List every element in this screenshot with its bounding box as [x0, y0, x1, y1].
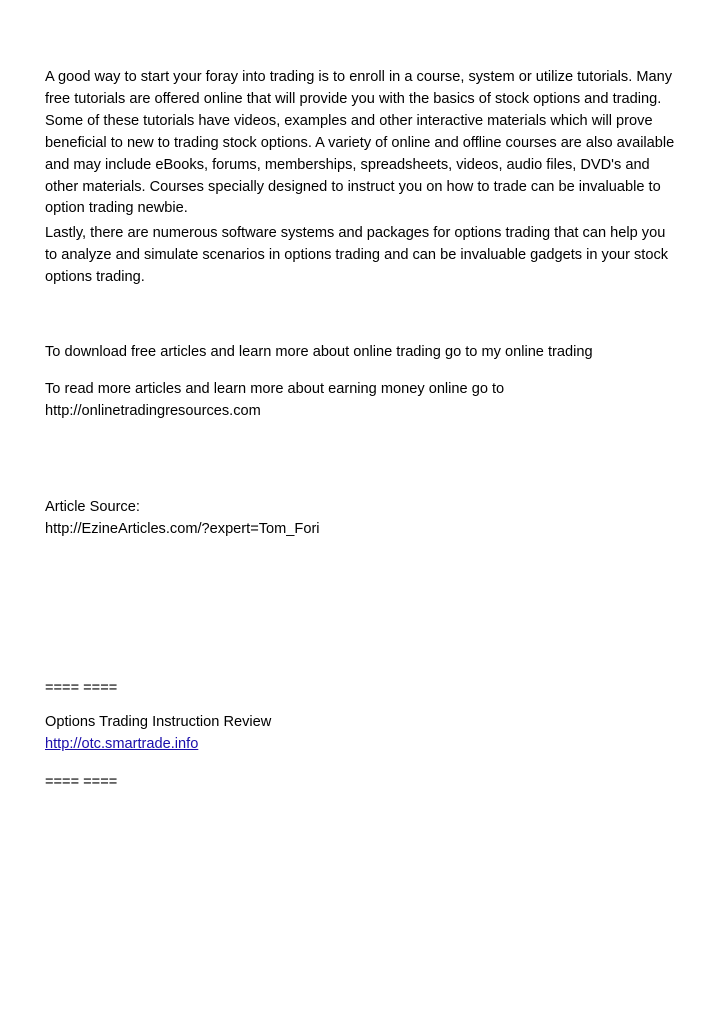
read-more-paragraph: [45, 379, 695, 423]
text-line: Some of these tutorials have videos, examples and other interactive materials which will prove: [45, 112, 653, 129]
text-line: and may include eBooks, forums, memberships, spreadsheets, videos, audio files, DVD's and: [45, 156, 650, 173]
text-line: A good way to start your foray into trading is to enroll in a course, system or utilize tutorials. Many: [45, 69, 673, 85]
article-source-label: Article Source:: [45, 499, 140, 515]
review-title: Options Trading Instruction Review: [45, 714, 272, 730]
text-line: to analyze and simulate scenarios in options trading and can be invaluable gadgets in your stock: [45, 246, 669, 263]
text-line: options trading.: [45, 268, 145, 285]
text-line: other materials. Courses specially designed to instruct you on how to trade can be invaluable to: [45, 178, 661, 195]
separator-text: ==== ====: [45, 680, 118, 696]
separator-top: [45, 678, 695, 700]
download-text: To download free articles and learn more about online trading go to my online trading: [45, 344, 593, 360]
text-line: Lastly, there are numerous software systems and packages for options trading that can help you: [45, 225, 666, 241]
read-more-url: http://onlinetradingresources.com: [45, 402, 261, 419]
separator-bottom: [45, 772, 695, 794]
text-line: free tutorials are offered online that will provide you with the basics of stock options and trading.: [45, 90, 662, 107]
paragraph-intro: [45, 67, 695, 220]
article-source-url: http://EzineArticles.com/?expert=Tom_Fori: [45, 520, 320, 537]
text-line: beneficial to new to trading stock options. A variety of online and offline courses are also available: [45, 134, 675, 151]
download-paragraph: [45, 342, 695, 364]
review-link[interactable]: http://otc.smartrade.info: [45, 735, 199, 752]
paragraph-software: [45, 223, 695, 289]
separator-text: ==== ====: [45, 774, 118, 790]
read-more-text: To read more articles and learn more about earning money online go to: [45, 381, 505, 397]
review-section: [45, 712, 695, 756]
article-source: [45, 497, 695, 541]
text-line: option trading newbie.: [45, 200, 188, 217]
